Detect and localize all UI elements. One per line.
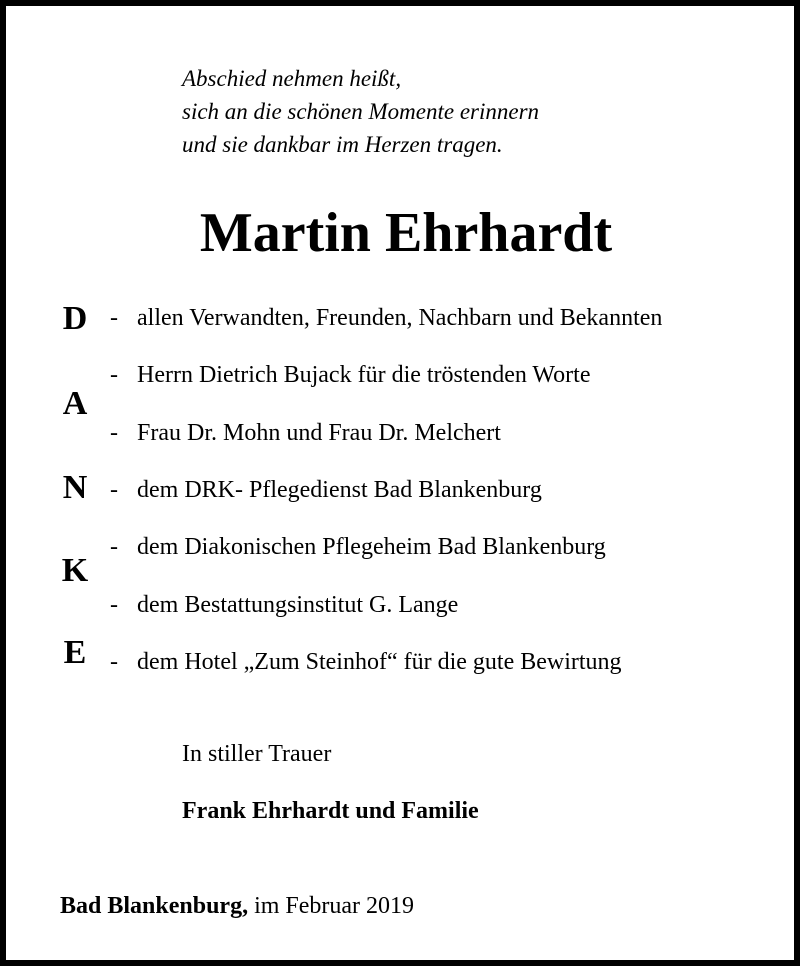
danke-letter-a: A — [62, 385, 88, 422]
family-signature: Frank Ehrhardt und Familie — [182, 798, 479, 824]
danke-letter-e: E — [63, 634, 87, 671]
list-dash: - — [110, 534, 118, 560]
place-town: Bad Blankenburg, — [60, 893, 249, 919]
thanks-item-speaker: Herrn Dietrich Bujack für die tröstenden Worte — [137, 362, 591, 388]
thanks-item-drk: dem DRK- Pflegedienst Bad Blankenburg — [137, 477, 542, 503]
list-dash: - — [110, 477, 118, 503]
place-date-text: im Februar 2019 — [248, 893, 415, 919]
thanks-item-doctors: Frau Dr. Mohn und Frau Dr. Melchert — [137, 420, 501, 446]
quote-block — [182, 62, 539, 161]
list-dash: - — [110, 420, 118, 446]
quote-line-1: Abschied nehmen heißt, — [182, 66, 402, 91]
list-dash: - — [110, 649, 118, 675]
danke-letter-k: K — [61, 552, 89, 589]
quote-line-2: sich an die schönen Momente erinnern — [182, 99, 540, 124]
thanks-item-relatives: allen Verwandten, Freunden, Nachbarn und Bekannten — [137, 305, 663, 331]
list-dash: - — [110, 362, 118, 388]
danke-letter-n: N — [62, 469, 88, 506]
list-dash: - — [110, 305, 118, 331]
mourning-line: In stiller Trauer — [182, 741, 332, 767]
list-dash: - — [110, 592, 118, 618]
thanks-item-funeral-home: dem Bestattungsinstitut G. Lange — [137, 592, 459, 618]
thanks-item-hotel: dem Hotel „Zum Steinhof“ für die gute Bewirtung — [137, 649, 622, 675]
quote-line-3: und sie dankbar im Herzen tragen. — [182, 132, 503, 157]
danke-letter-d: D — [62, 300, 88, 337]
thanks-item-care-home: dem Diakonischen Pflegeheim Bad Blankenburg — [137, 534, 606, 560]
place-date — [60, 891, 414, 921]
deceased-name: Martin Ehrhardt — [199, 202, 613, 264]
